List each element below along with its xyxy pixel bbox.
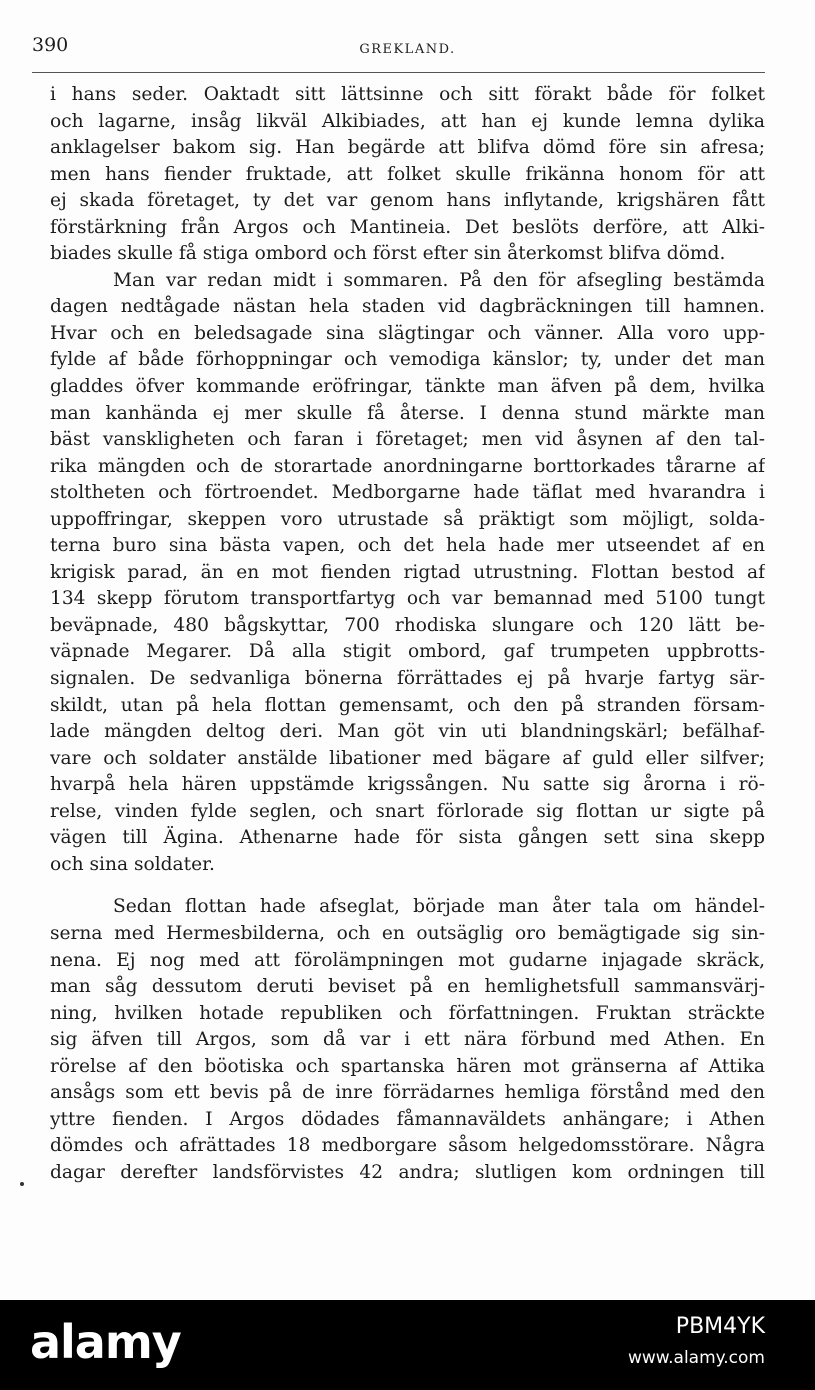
text-line: fylde af både förhoppningar och vemodiga känslor; ty, under det man xyxy=(50,349,765,371)
text-line: dömdes och afrättades 18 medborgare såsom helgedomsstörare. Några xyxy=(50,1135,765,1157)
text-line: Man var redan midt i sommaren. På den för afsegling bestämda xyxy=(113,269,765,291)
text-line: rörelse af den böotiska och spartanska hären mot gränserna af Attika xyxy=(50,1055,765,1077)
text-line: relse, vinden fylde seglen, och snart förlorade sig flottan ur sigte på xyxy=(50,800,765,822)
watermark-image-id: PBM4YK xyxy=(675,1314,765,1339)
text-line: bäst vanskligheten och faran i företaget; men vid åsynen af den tal- xyxy=(50,429,765,451)
text-line: 134 skepp förutom transportfartyg och var bemannad med 5100 tungt xyxy=(50,588,765,610)
text-line: rika mängden och de storartade anordningarne borttorkades tårarne af xyxy=(50,455,765,477)
text-line: och lagarne, insåg likväl Alkibiades, att han ej kunde lemna dylika xyxy=(50,110,765,132)
text-line: terna buro sina bästa vapen, och det hela hade mer utseendet af en xyxy=(50,535,765,557)
text-line: gladdes öfver kommande eröfringar, tänkte man äfven på dem, hvilka xyxy=(50,376,765,398)
text-line: nena. Ej nog med att förolämpningen mot gudarne injagade skräck, xyxy=(50,949,765,971)
text-line: signalen. De sedvanliga bönerna förrättades ej på hvarje fartyg sär- xyxy=(50,668,765,690)
text-line: uppoffringar, skeppen voro utrustade så präktigt som möjligt, solda- xyxy=(50,508,765,530)
text-line: i hans seder. Oaktadt sitt lättsinne och sitt förakt både för folket xyxy=(50,84,765,105)
text-line: vägen till Ägina. Athenarne hade för sista gången sett sina skepp xyxy=(50,827,765,849)
text-line: man kanhända ej mer skulle få återse. I denna stund märkte man xyxy=(50,402,765,424)
text-line: dagen nedtågade nästan hela staden vid dagbräckningen till hamnen. xyxy=(50,296,765,318)
text-line: sig äfven till Argos, som då var i ett nära förbund med Athen. En xyxy=(50,1029,765,1051)
text-line: biades skulle få stiga ombord och först efter sin återkomst blifva dömd. xyxy=(50,243,726,265)
watermark-url: www.alamy.com xyxy=(627,1348,765,1368)
text-line: hvarpå hela hären uppstämde krigssången. Nu satte sig årorna i rö- xyxy=(50,774,765,796)
text-line: krigisk parad, än en mot fienden rigtad utrustning. Flottan bestod af xyxy=(50,561,765,583)
text-line: lade mängden deltog deri. Man göt vin uti blandningskärl; befälhaf- xyxy=(50,721,765,743)
text-line: dagar derefter landsförvistes 42 andra; slutligen kom ordningen till xyxy=(50,1161,765,1183)
text-line: serna med Hermesbilderna, och en outsäglig oro bemägtigade sig sin- xyxy=(50,922,765,944)
text-line: ansågs som ett bevis på de inre förrädarnes hemliga förstånd med den xyxy=(50,1082,765,1104)
text-line: förstärkning från Argos och Mantineia. Det beslöts derföre, att Alki- xyxy=(50,216,765,238)
text-line: men hans fiender fruktade, att folket skulle frikänna honom för att xyxy=(50,163,765,185)
paragraph-gap xyxy=(50,878,765,894)
text-line: beväpnade, 480 bågskyttar, 700 rhodiska slungare och 120 lätt be- xyxy=(50,614,765,636)
watermark-logo: alamy xyxy=(30,1315,181,1369)
text-line: yttre fienden. I Argos dödades fåmannaväldets anhängare; i Athen xyxy=(50,1108,765,1130)
text-line: Sedan flottan hade afseglat, började man åter tala om händel- xyxy=(113,896,765,918)
text-line: vare och soldater anstälde libationer med bägare af guld eller silfver; xyxy=(50,747,765,769)
text-line: Hvar och en beledsagade sina slägtingar och vänner. Alla voro upp- xyxy=(50,322,765,344)
text-line: anklagelser bakom sig. Han begärde att blifva dömd före sin afresa; xyxy=(50,137,765,159)
header-rule xyxy=(32,72,765,73)
ink-speck xyxy=(20,1182,24,1186)
text-line: stoltheten och förtroendet. Medborgarne hade täflat med hvarandra i xyxy=(50,482,765,504)
body-text xyxy=(50,82,765,1186)
text-line: man såg dessutom deruti beviset på en hemlighetsfull sammansvärj- xyxy=(50,976,765,998)
page-number: 390 xyxy=(32,34,69,56)
text-line: och sina soldater. xyxy=(50,853,215,875)
text-line: ej skada företaget, ty det var genom hans inflytande, krigshären fått xyxy=(50,190,765,212)
text-line: skildt, utan på hela flottan gemensamt, och den på stranden försam- xyxy=(50,694,765,716)
text-line: ning, hvilken hotade republiken och författningen. Fruktan sträckte xyxy=(50,1002,765,1024)
running-head: GREKLAND. xyxy=(359,42,456,57)
text-line: väpnade Megarer. Då alla stigit ombord, gaf trumpeten uppbrotts- xyxy=(50,641,765,663)
